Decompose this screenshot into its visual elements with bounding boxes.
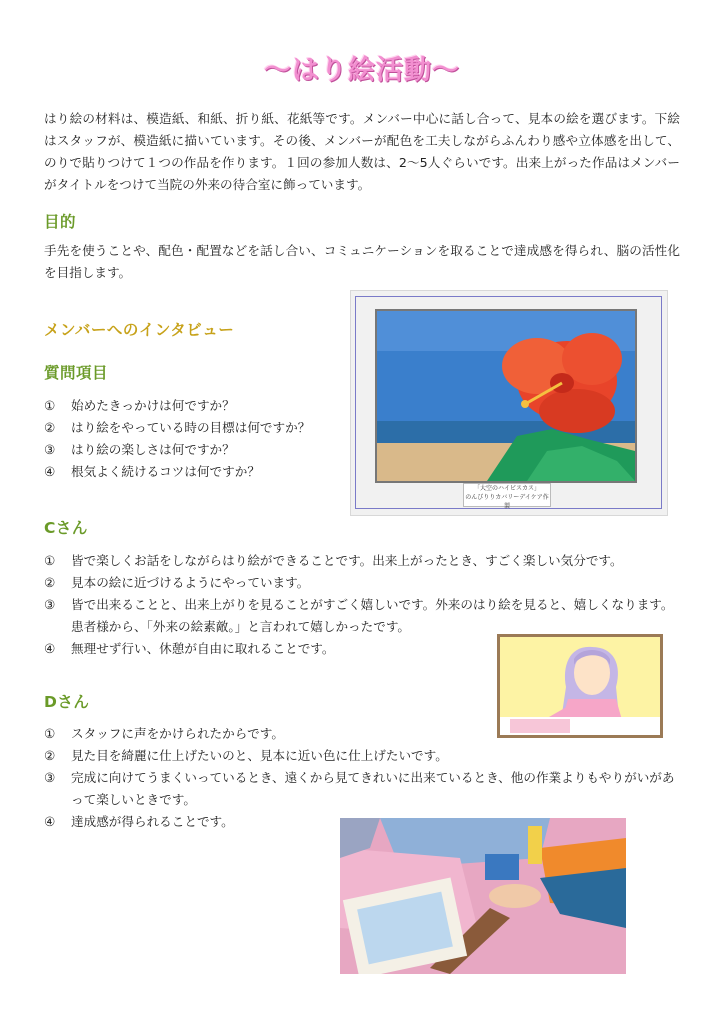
glue-bottle <box>528 826 542 864</box>
page-title: 〜はり絵活動〜 <box>264 55 460 86</box>
list-item <box>44 572 682 594</box>
item-text: 完成に向けてうまくいっているとき、遠くから見てきれいに出来ているとき、他の作業よりもやりがいがあって楽しいときです。 <box>71 770 675 807</box>
item-text: 見た目を綺麗に仕上げたいのと、見本に近い色に仕上げたいです。 <box>71 748 448 763</box>
list-item <box>44 395 344 417</box>
item-number: ② <box>44 420 56 435</box>
question-list <box>44 395 344 483</box>
item-number: ④ <box>44 641 56 656</box>
item-text: 始めたきっかけは何ですか？ <box>71 398 235 413</box>
d-san-answer-list <box>44 723 682 833</box>
person-illustration <box>500 637 660 735</box>
item-number: ① <box>44 553 56 568</box>
list-item <box>44 417 344 439</box>
blue-box <box>485 854 519 880</box>
work-scene <box>340 818 626 974</box>
item-text: はり絵をやっている時の目標は何ですか？ <box>71 420 311 435</box>
list-item <box>44 461 344 483</box>
item-number: ② <box>44 575 56 590</box>
artwork-caption-title: 「大空のハイビスカス」 <box>473 485 540 492</box>
artwork-caption-card <box>463 483 551 510</box>
intro-paragraph: はり絵の材料は、模造紙、和紙、折り紙、花紙等です。メンバー中心に話し合って、見本の絵を選びます。下絵はスタッフが、模造紙に描いています。その後、メンバーが配色を工夫しながらふんわり感や立体感を出して、のりで貼りつけて１つの作品を作ります。１回の参加人数は、2〜5人ぐらいです。出来上がった作品はメンバーがタイトルをつけて当院の外来の待合室に飾っています。 <box>44 111 680 192</box>
hibiscus-collage <box>377 311 635 481</box>
work-photo <box>340 818 626 974</box>
list-item <box>44 723 682 745</box>
interview-heading: メンバーへのインタビュー <box>44 321 235 339</box>
list-item <box>44 594 682 638</box>
item-text: 達成感が得られることです。 <box>71 814 234 829</box>
hand-left <box>489 884 541 908</box>
item-text: 無理せず行い、休憩が自由に取れることです。 <box>71 641 335 656</box>
artwork-photo <box>350 290 668 516</box>
artwork-caption-sub: のんびりりカバリーデイケア作製 <box>465 494 549 510</box>
item-text: スタッフに声をかけられたからです。 <box>71 726 284 741</box>
item-number: ④ <box>44 464 56 479</box>
list-item <box>44 767 682 811</box>
item-number: ① <box>44 398 56 413</box>
item-number: ① <box>44 726 56 741</box>
list-item <box>44 745 682 767</box>
purpose-text: 手先を使うことや、配色・配置などを話し合い、コミュニケーションを取ることで達成感を得られ、脳の活性化を目指します。 <box>44 243 680 280</box>
item-text: 皆で楽しくお話をしながらはり絵ができることです。出来上がったとき、すごく楽しい気分です。 <box>71 553 623 568</box>
purpose-heading: 目的 <box>44 213 77 231</box>
item-text: 皆で出来ることと、出来上がりを見ることがすごく嬉しいです。外来のはり絵を見ると、嬉しくなります。患者様から、「外来の絵素敵。」と言われて嬉しかったです。 <box>71 597 674 634</box>
artwork-panel <box>375 309 637 483</box>
item-number: ③ <box>44 597 56 612</box>
item-number: ② <box>44 748 56 763</box>
item-number: ③ <box>44 770 56 785</box>
d-san-heading: Dさん <box>44 693 90 711</box>
list-item <box>44 550 682 572</box>
list-item <box>44 638 511 660</box>
c-san-heading: Cさん <box>44 519 88 537</box>
list-item <box>44 439 344 461</box>
item-text: はり絵の楽しさは何ですか？ <box>71 442 235 457</box>
item-number: ③ <box>44 442 56 457</box>
item-number: ④ <box>44 814 56 829</box>
item-text: 根気よく続けるコツは何ですか？ <box>71 464 260 479</box>
item-text: 見本の絵に近づけるようにやっています。 <box>71 575 310 590</box>
questions-heading: 質問項目 <box>44 364 109 382</box>
